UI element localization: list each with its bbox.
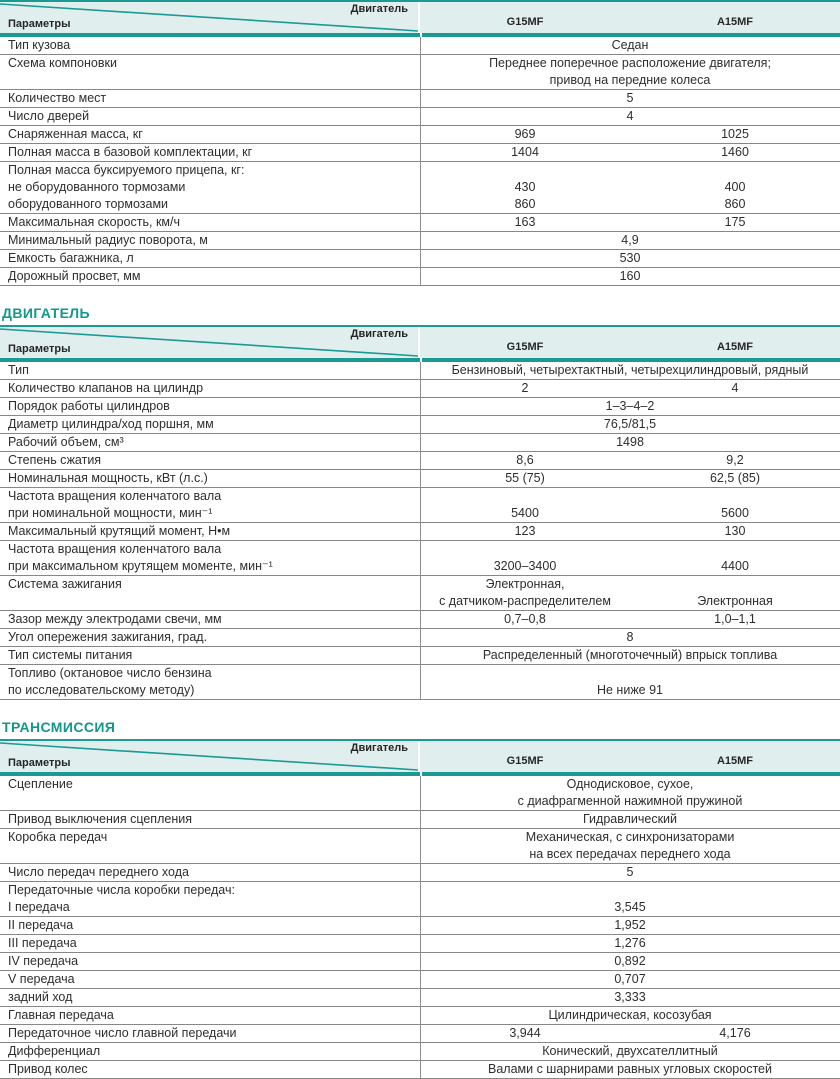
param-label: Топливо (октановое число бензина [8, 666, 212, 680]
value-a15mf: 9,2 [726, 453, 744, 467]
value-g15mf: 2 [521, 381, 529, 395]
table-row [0, 646, 840, 664]
value-a15mf: 130 [724, 524, 746, 538]
value-both-columns: Валами с шарнирами равных угловых скоростей [488, 1062, 772, 1076]
header-col-a15mf: A15MF [716, 754, 754, 767]
table-row-line [0, 971, 840, 988]
table-row [0, 267, 840, 285]
param-label [0, 846, 420, 863]
value-both-columns: Механическая, с синхронизаторами [525, 830, 735, 844]
table-row [0, 988, 840, 1006]
value-g15mf: 969 [514, 127, 536, 141]
param-label: Максимальный крутящий момент, Н•м [8, 524, 231, 538]
table-row-line [0, 126, 840, 143]
table-row [0, 1042, 840, 1060]
param-label: Порядок работы цилиндров [8, 399, 170, 413]
value-both-columns: на всех передачах переднего хода [529, 847, 731, 861]
table-row-line [0, 250, 840, 267]
table-row-line [0, 268, 840, 285]
header-col-g15mf: G15MF [506, 15, 544, 28]
table-row-line [0, 864, 840, 881]
value-both-columns: Гидравлический [582, 812, 678, 826]
table-row [0, 379, 840, 397]
table-row [0, 249, 840, 267]
param-label [0, 793, 420, 810]
table-row [0, 934, 840, 952]
table-row-line [0, 488, 840, 505]
header-col-a15mf: A15MF [716, 15, 754, 28]
param-label: III передача [8, 936, 77, 950]
table-row-line [0, 416, 840, 433]
value-empty [420, 882, 840, 899]
value-g15mf: 123 [514, 524, 536, 538]
table-row [0, 1060, 840, 1078]
value-both-columns: Конический, двухсателлитный [542, 1044, 718, 1058]
param-label: II передача [8, 918, 74, 932]
table-row [0, 125, 840, 143]
param-label: Привод колес [8, 1062, 88, 1076]
param-label: Передаточное число главной передачи [8, 1026, 237, 1040]
param-label: Максимальная скорость, км/ч [8, 215, 180, 229]
table-row-line [0, 1043, 840, 1060]
table-row [0, 952, 840, 970]
param-label: Главная передача [8, 1008, 114, 1022]
table-header [0, 0, 840, 33]
param-label: Количество клапанов на цилиндр [8, 381, 204, 395]
value-both-columns: Седан [611, 38, 649, 52]
value-both-columns: 3,545 [614, 900, 646, 914]
param-label: Тип системы питания [8, 648, 133, 662]
table-row [0, 610, 840, 628]
table-row-line [0, 989, 840, 1006]
param-label: оборудованного тормозами [8, 197, 169, 211]
table-row-line [0, 576, 840, 593]
header-col-g15mf: G15MF [506, 340, 544, 353]
header-engine-label: Двигатель [350, 328, 408, 340]
value-g15mf: 860 [514, 197, 536, 211]
table-row-line [0, 90, 840, 107]
table-row [0, 522, 840, 540]
param-label: I передача [8, 900, 70, 914]
value-g15mf: Электронная, [485, 577, 565, 591]
value-both-columns: 8 [626, 630, 634, 644]
table-row-line [0, 829, 840, 846]
param-label: Дифференциал [8, 1044, 101, 1058]
value-a15mf: 1025 [721, 127, 749, 141]
param-label: по исследовательскому методу) [8, 683, 195, 697]
param-label: Снаряженная масса, кг [8, 127, 143, 141]
spec-table-transmission [0, 739, 840, 1079]
table-row [0, 469, 840, 487]
param-label: Дорожный просвет, мм [8, 269, 141, 283]
param-label: Минимальный радиус поворота, м [8, 233, 208, 247]
header-corner-cell [0, 327, 420, 358]
header-params-label: Параметры [8, 18, 71, 30]
table-row-line [0, 144, 840, 161]
table-row-line [0, 434, 840, 451]
table-row-line [0, 398, 840, 415]
table-row [0, 433, 840, 451]
table-row [0, 487, 840, 522]
value-g15mf: 1404 [511, 145, 539, 159]
value-both-columns: с диафрагменной нажимной пружиной [517, 794, 743, 808]
param-label: не оборудованного тормозами [8, 180, 186, 194]
table-row-line [0, 665, 840, 682]
param-label: Полная масса в базовой комплектации, кг [8, 145, 253, 159]
table-row-line [0, 882, 840, 899]
param-label: Емкость багажника, л [8, 251, 134, 265]
table-row-line [0, 232, 840, 249]
param-label: Коробка передач [8, 830, 108, 844]
table-body-general [0, 37, 840, 286]
table-row [0, 1006, 840, 1024]
table-body-engine [0, 362, 840, 700]
value-g15mf: 3200–3400 [493, 559, 557, 573]
param-label: при максимальном крутящем моменте, мин⁻¹ [8, 559, 273, 573]
value-a15mf: 4 [731, 381, 739, 395]
param-label: Тип кузова [8, 38, 71, 52]
value-both-columns: Не ниже 91 [596, 683, 664, 697]
value-both-columns: 4 [626, 109, 634, 123]
table-row-line [0, 558, 840, 575]
table-row [0, 37, 840, 54]
header-col-a15mf: A15MF [716, 340, 754, 353]
value-both-columns: 4,9 [621, 233, 639, 247]
table-row [0, 213, 840, 231]
param-label: Зазор между электродами свечи, мм [8, 612, 222, 626]
value-both-columns: 1–3–4–2 [605, 399, 655, 413]
table-row [0, 362, 840, 379]
table-row-line [0, 593, 840, 610]
value-both-columns: привод на передние колеса [549, 73, 711, 87]
table-row [0, 776, 840, 810]
value-a15mf: 5600 [721, 506, 749, 520]
table-row-line [0, 196, 840, 213]
header-corner-cell [0, 2, 420, 33]
table-row-line [0, 37, 840, 54]
table-row-line [0, 470, 840, 487]
param-label: Число дверей [8, 109, 90, 123]
param-label: Рабочий объем, см³ [8, 435, 124, 449]
table-row-line [0, 811, 840, 828]
table-row [0, 451, 840, 469]
table-row-line [0, 108, 840, 125]
table-row-line [0, 72, 840, 89]
value-both-columns: 1498 [616, 435, 644, 449]
value-g15mf: 8,6 [516, 453, 534, 467]
value-empty [420, 665, 840, 682]
value-both-columns: Однодисковое, сухое, [566, 777, 694, 791]
param-label: Номинальная мощность, кВт (л.с.) [8, 471, 208, 485]
value-both-columns: 5 [626, 865, 634, 879]
param-label: Степень сжатия [8, 453, 102, 467]
table-row-line [0, 793, 840, 810]
value-both-columns: 3,333 [614, 990, 646, 1004]
section-title-transmission: ТРАНСМИССИЯ [2, 719, 116, 735]
param-label: Тип [8, 363, 29, 377]
table-row-line [0, 541, 840, 558]
header-col-g15mf: G15MF [506, 754, 544, 767]
table-row-line [0, 1025, 840, 1042]
table-row [0, 143, 840, 161]
value-empty [420, 162, 840, 179]
table-row-line [0, 1007, 840, 1024]
value-both-columns: 0,892 [614, 954, 646, 968]
table-row [0, 575, 840, 610]
param-label: Полная масса буксируемого прицепа, кг: [8, 163, 245, 177]
table-row [0, 107, 840, 125]
table-row [0, 628, 840, 646]
value-both-columns: 76,5/81,5 [603, 417, 657, 431]
table-row-line [0, 917, 840, 934]
value-a15mf: 4400 [721, 559, 749, 573]
spec-table-engine [0, 325, 840, 700]
value-a15mf [630, 576, 840, 593]
param-label [0, 593, 420, 610]
table-row [0, 881, 840, 916]
param-label: Схема компоновки [8, 56, 117, 70]
table-row [0, 54, 840, 89]
param-label: Привод выключения сцепления [8, 812, 192, 826]
param-label: Частота вращения коленчатого вала [8, 542, 222, 556]
table-row [0, 970, 840, 988]
table-row-line [0, 362, 840, 379]
value-empty [420, 488, 840, 505]
param-label: при номинальной мощности, мин⁻¹ [8, 506, 213, 520]
header-engine-label: Двигатель [350, 3, 408, 15]
table-body-transmission [0, 776, 840, 1079]
value-both-columns: 1,952 [614, 918, 646, 932]
value-both-columns: Переднее поперечное расположение двигателя; [489, 56, 771, 70]
table-row-line [0, 179, 840, 196]
table-row-line [0, 935, 840, 952]
table-row-line [0, 647, 840, 664]
table-row-line [0, 899, 840, 916]
value-a15mf: 1460 [721, 145, 749, 159]
value-both-columns: Цилиндрическая, косозубая [548, 1008, 712, 1022]
section-title-engine: ДВИГАТЕЛЬ [2, 305, 90, 321]
param-label: Количество мест [8, 91, 107, 105]
table-header [0, 739, 840, 772]
param-label: Число передач переднего хода [8, 865, 189, 879]
value-both-columns: 5 [626, 91, 634, 105]
table-row [0, 664, 840, 699]
value-g15mf: 430 [514, 180, 536, 194]
value-both-columns: Распределенный (многоточечный) впрыск топлива [482, 648, 778, 662]
spec-table-general [0, 0, 840, 286]
value-g15mf: 55 (75) [505, 471, 545, 485]
value-a15mf: 62,5 (85) [709, 471, 761, 485]
table-row [0, 415, 840, 433]
table-row [0, 89, 840, 107]
value-g15mf: 5400 [511, 506, 539, 520]
table-row-line [0, 682, 840, 699]
table-row [0, 1024, 840, 1042]
table-row-line [0, 214, 840, 231]
table-row-line [0, 380, 840, 397]
param-label: Диаметр цилиндра/ход поршня, мм [8, 417, 214, 431]
table-row-line [0, 776, 840, 793]
param-label: Система зажигания [8, 577, 122, 591]
value-both-columns: 0,707 [614, 972, 646, 986]
param-label: Угол опережения зажигания, град. [8, 630, 208, 644]
table-row [0, 828, 840, 863]
value-both-columns: 1,276 [614, 936, 646, 950]
value-g15mf: 3,944 [509, 1026, 541, 1040]
param-label [0, 72, 420, 89]
table-row [0, 397, 840, 415]
table-header [0, 325, 840, 358]
param-label: задний ход [8, 990, 73, 1004]
table-row-line [0, 953, 840, 970]
value-a15mf: 4,176 [719, 1026, 751, 1040]
param-label: Передаточные числа коробки передач: [8, 883, 235, 897]
param-label: IV передача [8, 954, 79, 968]
table-row-line [0, 611, 840, 628]
header-corner-cell [0, 741, 420, 772]
value-a15mf: Электронная [697, 594, 773, 608]
table-row [0, 863, 840, 881]
value-a15mf: 860 [724, 197, 746, 211]
header-params-label: Параметры [8, 757, 71, 769]
table-row [0, 161, 840, 213]
value-g15mf: 163 [514, 215, 536, 229]
table-row-line [0, 452, 840, 469]
param-label: V передача [8, 972, 75, 986]
value-both-columns: 530 [619, 251, 641, 265]
value-both-columns: 160 [619, 269, 641, 283]
table-row [0, 540, 840, 575]
table-row-line [0, 505, 840, 522]
header-engine-label: Двигатель [350, 742, 408, 754]
value-a15mf: 400 [724, 180, 746, 194]
value-g15mf: 0,7–0,8 [504, 612, 546, 626]
param-label: Сцепление [8, 777, 73, 791]
value-a15mf: 175 [724, 215, 746, 229]
value-both-columns: Бензиновый, четырехтактный, четырехцилиндровый, рядный [451, 363, 809, 377]
table-row [0, 231, 840, 249]
value-a15mf: 1,0–1,1 [714, 612, 756, 626]
table-row-line [0, 55, 840, 72]
header-params-label: Параметры [8, 343, 71, 355]
value-g15mf: с датчиком-распределителем [439, 594, 611, 608]
table-row-line [0, 1061, 840, 1078]
table-row-line [0, 629, 840, 646]
table-row [0, 810, 840, 828]
table-row-line [0, 523, 840, 540]
table-row-line [0, 846, 840, 863]
table-row [0, 916, 840, 934]
value-empty [420, 541, 840, 558]
table-row-line [0, 162, 840, 179]
param-label: Частота вращения коленчатого вала [8, 489, 222, 503]
